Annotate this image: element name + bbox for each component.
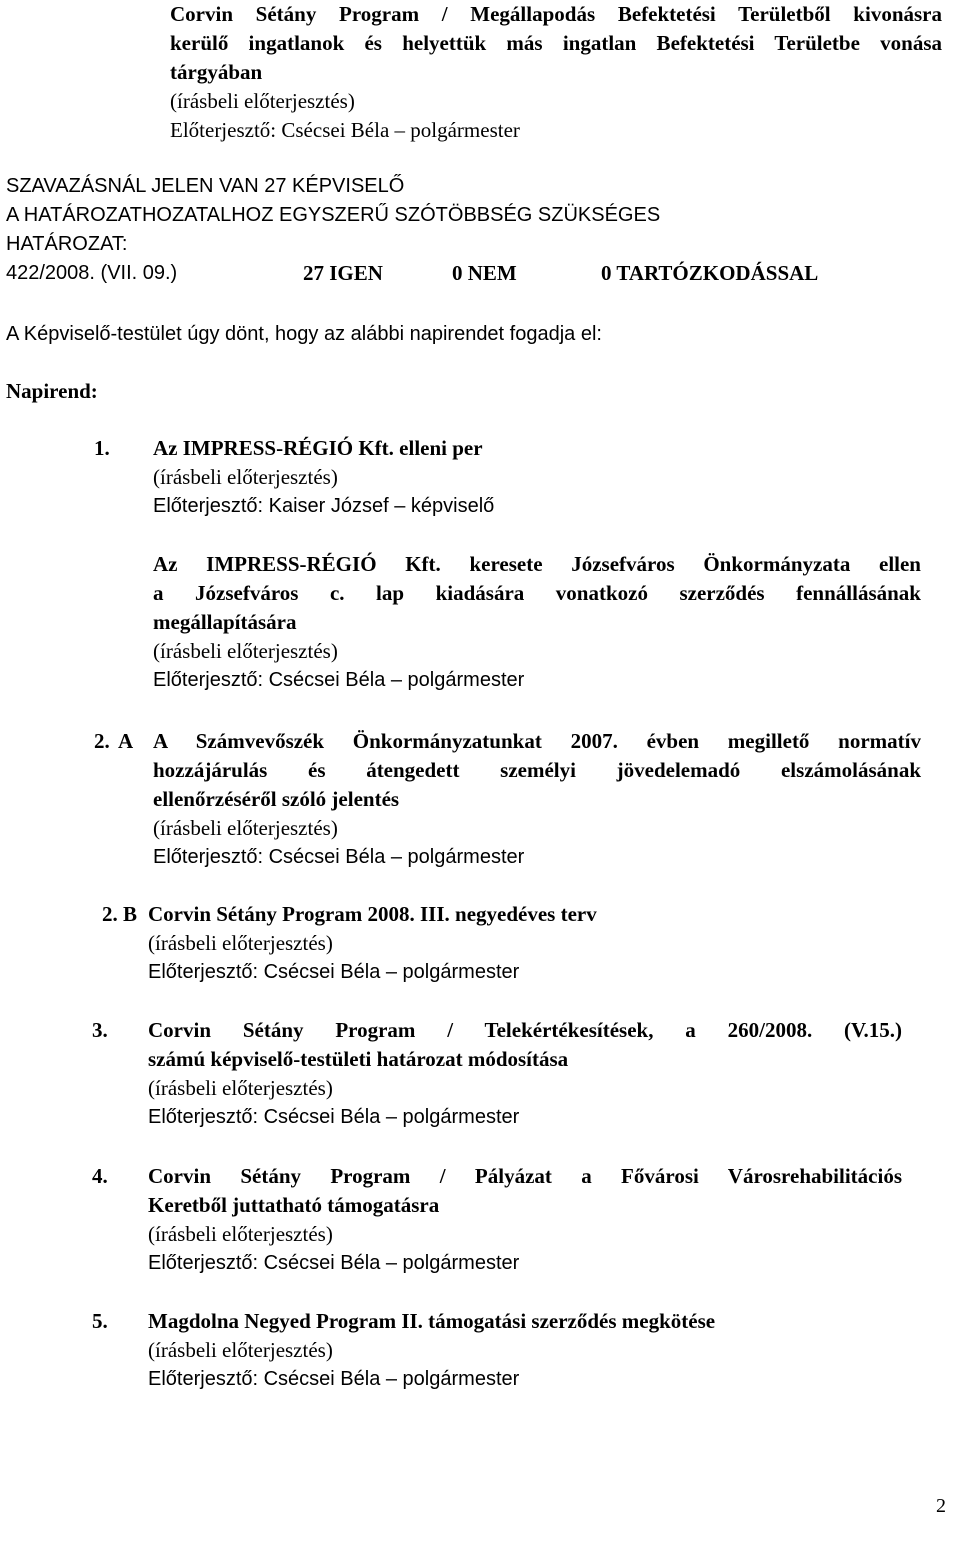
vote-abstain: 0 TARTÓZKODÁSSAL <box>601 261 819 285</box>
item-number: 1. <box>94 436 110 460</box>
item-written: (írásbeli előterjesztés) <box>148 931 333 955</box>
item-title-line-3: ellenőrzéséről szóló jelentés <box>153 787 400 811</box>
vote-majority: A HATÁROZATHOZATALHOZ EGYSZERŰ SZÓTÖBBSÉG SZÜKSÉGES <box>6 204 661 226</box>
decision-text: A Képviselő-testület úgy dönt, hogy az alábbi napirendet fogadja el: <box>6 323 602 345</box>
item-presenter: Előterjesztő: Csécsei Béla – polgármester <box>148 1106 520 1128</box>
subitem-title-line-3: megállapítására <box>153 610 297 634</box>
intro-title-line-3: tárgyában <box>170 60 263 84</box>
subitem-written: (írásbeli előterjesztés) <box>153 639 338 663</box>
item-presenter: Előterjesztő: Csécsei Béla – polgármester <box>148 1368 520 1390</box>
item-written: (írásbeli előterjesztés) <box>153 816 338 840</box>
intro-title-line-2: kerülő ingatlanok és helyettük más ingatlan Befektetési Területbe vonása <box>170 31 942 55</box>
item-number: 2. B <box>102 902 138 926</box>
vote-label: HATÁROZAT: <box>6 233 128 255</box>
item-title-line-1: A Számvevőszék Önkormányzatunkat 2007. évben megillető normatív <box>153 729 921 753</box>
item-title-line-1: Magdolna Negyed Program II. támogatási szerződés megkötése <box>148 1309 716 1333</box>
intro-written: (írásbeli előterjesztés) <box>170 89 355 113</box>
item-written: (írásbeli előterjesztés) <box>148 1076 333 1100</box>
item-number: 3. <box>92 1018 108 1042</box>
subitem-presenter: Előterjesztő: Csécsei Béla – polgármester <box>153 669 525 691</box>
resolution-number: 422/2008. (VII. 09.) <box>6 262 178 284</box>
item-written: (írásbeli előterjesztés) <box>148 1338 333 1362</box>
vote-no: 0 NEM <box>452 261 517 285</box>
vote-yes: 27 IGEN <box>303 261 383 285</box>
intro-title-line-1: Corvin Sétány Program / Megállapodás Befektetési Területből kivonásra <box>170 2 942 26</box>
item-number: 5. <box>92 1309 108 1333</box>
item-presenter: Előterjesztő: Csécsei Béla – polgármester <box>148 961 520 983</box>
item-title: Az IMPRESS-RÉGIÓ Kft. elleni per <box>153 436 483 460</box>
item-title-line-2: hozzájárulás és átengedett személyi jövedelemadó elszámolásának <box>153 758 921 782</box>
item-presenter: Előterjesztő: Csécsei Béla – polgármester <box>153 846 525 868</box>
subitem-title-line-1: Az IMPRESS-RÉGIÓ Kft. keresete Józsefváros Önkormányzata ellen <box>153 552 921 576</box>
item-letter: A <box>118 729 134 753</box>
item-title-line-2: számú képviselő-testületi határozat módosítása <box>148 1047 569 1071</box>
item-number: 4. <box>92 1164 108 1188</box>
page-number: 2 <box>936 1495 946 1517</box>
vote-present: SZAVAZÁSNÁL JELEN VAN 27 KÉPVISELŐ <box>6 175 405 197</box>
item-presenter: Előterjesztő: Kaiser József – képviselő <box>153 495 495 517</box>
subitem-title-line-2: a Józsefváros c. lap kiadására vonatkozó szerződés fennállásának <box>153 581 921 605</box>
item-title-line-1: Corvin Sétány Program / Pályázat a Fővárosi Városrehabilitációs <box>148 1164 902 1188</box>
item-title-line-1: Corvin Sétány Program / Telekértékesítések, a 260/2008. (V.15.) <box>148 1018 902 1042</box>
item-number: 2. <box>94 729 110 753</box>
item-title-line-1: Corvin Sétány Program 2008. III. negyedéves terv <box>148 902 597 926</box>
item-written: (írásbeli előterjesztés) <box>148 1222 333 1246</box>
agenda-label: Napirend: <box>6 379 98 403</box>
intro-presenter: Előterjesztő: Csécsei Béla – polgármester <box>170 118 520 142</box>
item-title-line-2: Keretből juttatható támogatásra <box>148 1193 440 1217</box>
item-written: (írásbeli előterjesztés) <box>153 465 338 489</box>
item-presenter: Előterjesztő: Csécsei Béla – polgármester <box>148 1252 520 1274</box>
